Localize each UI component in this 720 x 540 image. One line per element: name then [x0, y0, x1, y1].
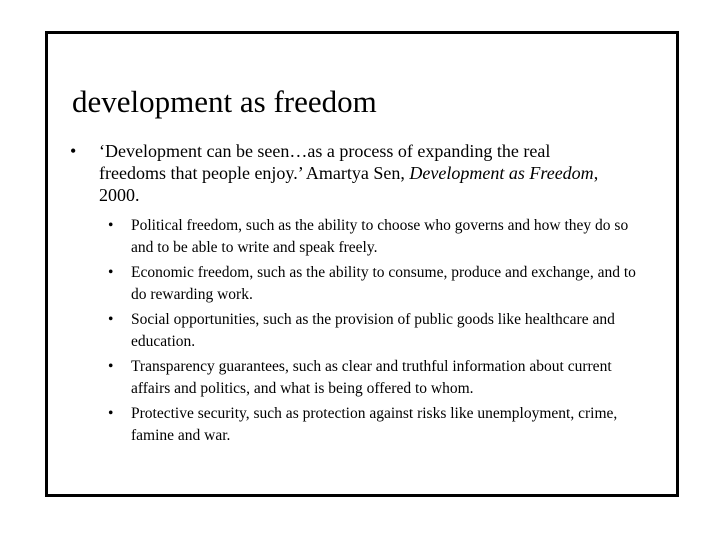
sub-bullet-list — [108, 215, 668, 450]
sub-bullet-text: Economic freedom, such as the ability to consume, produce and exchange, and to do rewarding work. — [131, 264, 636, 303]
sub-bullet-transparency-guarantees — [108, 356, 651, 399]
slide-title: development as freedom — [72, 84, 377, 119]
book-title: Development as Freedom — [409, 163, 594, 183]
quote-text: ‘Development can be seen…as a process of expanding the real freedoms that people enjoy.’ Amartya Sen, — [99, 141, 551, 183]
main-bullet-symbol: • — [70, 141, 77, 161]
main-bullet-text — [99, 140, 619, 206]
sub-bullet-symbol: • — [108, 405, 114, 422]
sub-bullet-political-freedom — [108, 215, 651, 258]
sub-bullet-protective-security — [108, 403, 651, 446]
sub-bullet-symbol: • — [108, 264, 114, 281]
sub-bullet-text: Protective security, such as protection against risks like unemployment, crime, famine and war. — [131, 405, 618, 444]
sub-bullet-symbol: • — [108, 311, 114, 328]
sub-bullet-symbol: • — [108, 217, 114, 234]
sub-bullet-symbol: • — [108, 358, 114, 375]
sub-bullet-social-opportunities — [108, 309, 651, 352]
main-bullet-item — [70, 140, 630, 206]
sub-bullet-text: Transparency guarantees, such as clear and truthful information about current affairs and politics, and what is being offered to whom. — [131, 358, 612, 397]
sub-bullet-text: Political freedom, such as the ability to choose who governs and how they do so and to be able to write and speak freely. — [131, 217, 629, 256]
sub-bullet-text: Social opportunities, such as the provision of public goods like healthcare and education. — [131, 311, 615, 350]
sub-bullet-economic-freedom — [108, 262, 651, 305]
year-text: , 2000. — [99, 163, 599, 205]
